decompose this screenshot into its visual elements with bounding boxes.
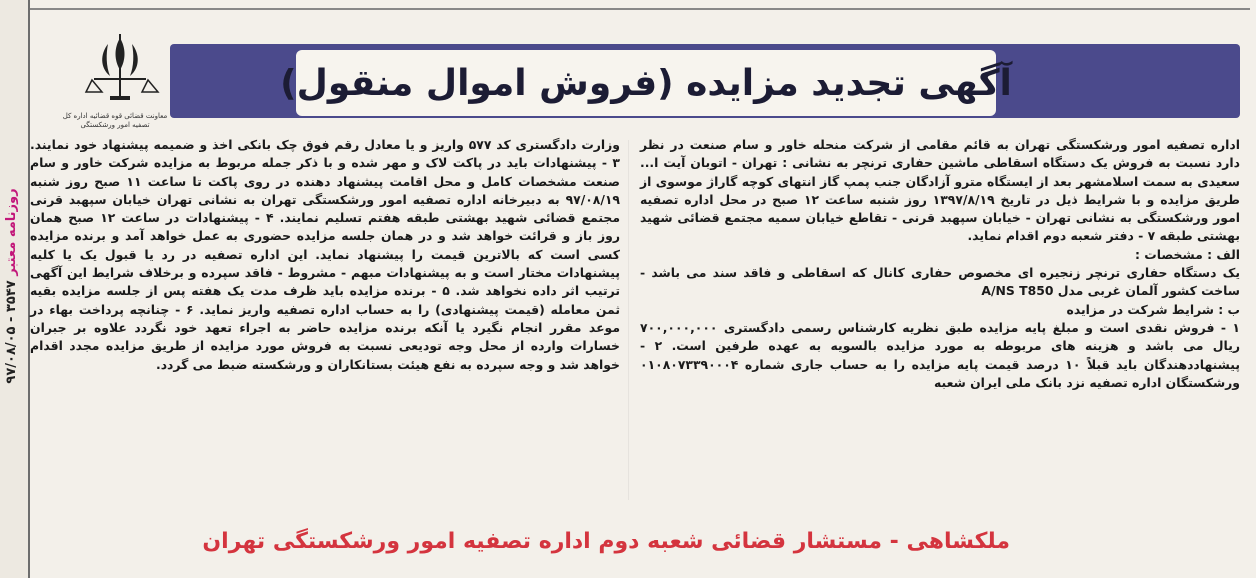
- conditions-paragraph: ۱ - فروش نقدی است و مبلغ پایه مزایده طبق نظریه کارشناس رسمی دادگستری ۷۰۰,۰۰۰,۰۰۰ ریال می باشد و هزینه های مربوطه به مورد مزایده بالسویه به عهده طرفین است. ۲ - پیشنهاددهندگان باید قبلاً ۱۰ درصد قیمت پایه مزایده را به حساب جاری شماره ۰۱۰۸۰۷۳۳۹۰۰۰۴ ورشکستگان اداره تصفیه نزد بانک ملی ایران شعبه: [640, 319, 1240, 390]
- side-publication-info: روزنامه معتبر ۳۵۴۷ - ۹۷/۰۸/۰۵: [4, 188, 19, 384]
- conditions-heading: ب : شرایط شرکت در مزایده: [1066, 301, 1240, 317]
- left-column: [30, 136, 620, 374]
- intro-paragraph: اداره تصفیه امور ورشکستگی تهران به قائم مقامی از شرکت منحله خاور و سام صنعت در نظر دارد نسبت به فروش یک دستگاه اسقاطی ماشین حفاری ترنچر به نشانی : تهران - اتوبان آیت ا... سعیدی به سمت اسلامشهر بعد از ایستگاه مترو آزادگان جنب پمپ گاز انتهای کوچه گاراژ موسوی از طریق مزایده و با شرایط ذیل در تاریخ ۱۳۹۷/۸/۱۹ روز شنبه ساعت ۱۲ صبح در محل اداره تصفیه امور ورشکستگی به نشانی تهران - خیابان سپهبد قرنی - تقاطع خیابان سمیه مجتمع قضائی شهید بهشتی طبقه ۷ - دفتر شعبه دوم اقدام نماید.: [640, 137, 1240, 244]
- issue-number: ۳۵۴۷: [4, 280, 19, 313]
- continuation-paragraph: وزارت دادگستری کد ۵۷۷ واریز و یا معادل رقم فوق چک بانکی اخذ و ضمیمه پیشنهاد خود نمایند. ۳ - پیشنهادات باید در پاکت لاک و مهر شده و با ذکر جمله مربوط به مزایده شرکت خاور و سام صنعت مشخصات کامل و محل اقامت پیشنهاد دهنده در روی پاکت تا ساعت ۱۱ صبح روز شنبه ۹۷/۰۸/۱۹ به دبیرخانه اداره تصفیه امور ورشکستگی تهران به نشانی تهران خیابان سپهبد قرنی مجتمع قضائی شهید بهشتی طبقه هفتم تسلیم نمایند. ۴ - پیشنهادات در ساعت ۱۲ صبح همان روز باز و قرائت خواهد شد و در همان جلسه مزایده حضوری به عمل خواهد آمد و برنده مزایده کسی است که بالاترین قیمت را پیشنهاد نماید. این اداره تصفیه در رد یا قبول یک یا کلیه پیشنهادات مختار است و به پیشنهادات مبهم - مشروط - فاقد سپرده و برخلاف شرایط این آگهی ترتیب اثر داده نخواهد شد. ۵ - برنده مزایده باید ظرف مدت یک هفته پس از جلسه مزایده بقیه ثمن معامله (قیمت پیشنهادی) را به حساب اداره تصفیه واریز نماید. ۶ - چنانچه پرداخت بهاء در موعد مقرر انجام نگیرد یا آنکه برنده مزایده حاضر به اجراء تعهد خود نگردد علاوه بر جبران خسارات وارده از محل وجه تودیعی نسبت به فروش مورد مزایده از طریق مزایده مجدد اقدام خواهد شد و وجه سپرده به نفع هیئت بستانکاران و ورشکسته ضبط می گردد.: [30, 137, 621, 372]
- emblem-caption: معاونت قضائی قوه قضائیه اداره کل تصفیه امور ورشکستگی: [62, 112, 168, 129]
- specs-paragraph: یک دستگاه حفاری ترنچر زنجیره ای مخصوص حفاری کانال که اسقاطی و فاقد سند می باشد - ساخت کشور آلمان غربی مدل A/NS T850: [640, 265, 1240, 299]
- page-title: آگهی تجدید مزایده (فروش اموال منقول): [280, 62, 1012, 104]
- column-separator: [628, 140, 629, 500]
- newspaper-name: روزنامه معتبر: [4, 188, 19, 276]
- top-rule: [30, 8, 1250, 10]
- side-strip: [0, 0, 30, 578]
- title-box: [280, 50, 1012, 116]
- issue-date: ۹۷/۰۸/۰۵: [4, 326, 19, 384]
- right-column: [640, 136, 1240, 392]
- specs-heading: الف : مشخصات :: [1134, 246, 1240, 262]
- signature-footer: ملکشاهی - مستشار قضائی شعبه دوم اداره تصفیه امور ورشکستگی تهران: [202, 529, 1010, 554]
